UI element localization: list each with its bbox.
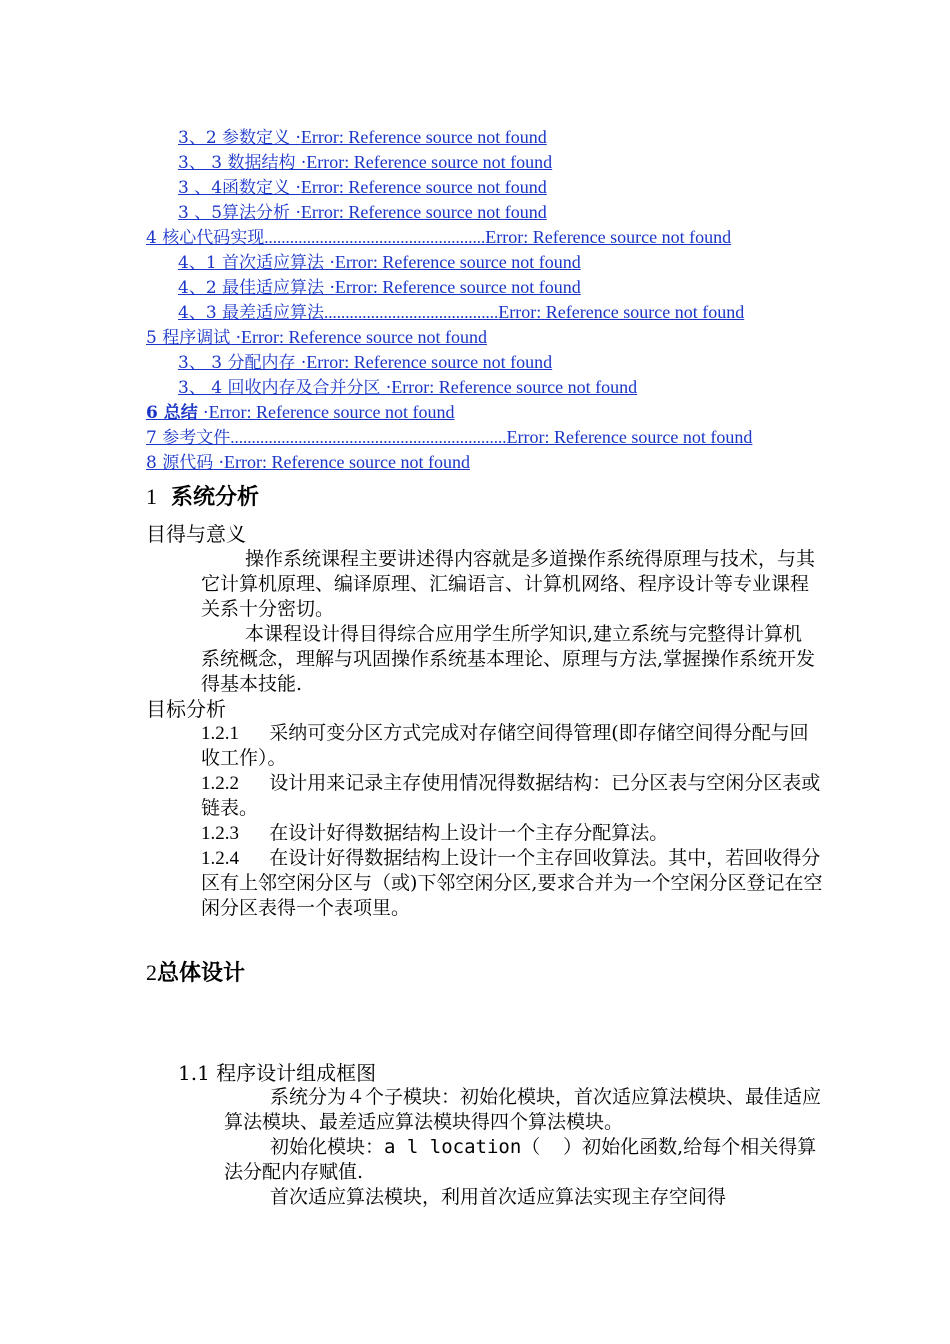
toc-entry-gap: · [380,378,392,398]
toc-entry-page-ref: Error: Reference source not found [300,127,547,147]
toc-entry-label: 4、1 首次适应算法 [178,253,325,273]
toc-entry[interactable] [178,201,547,224]
toc-entry-leader: .................................................... [264,228,486,247]
toc-entry[interactable] [178,376,637,399]
toc-entry-label: 4、2 最佳适应算法 [178,278,325,298]
toc-entry[interactable] [178,151,552,174]
section-2-title: 总体设计 [157,960,246,986]
toc-entry-page-ref: Error: Reference source not found [334,252,581,272]
toc-entry-label: 6 总结 [146,403,198,423]
toc-entry-label: 5 程序调试 [146,328,231,348]
toc-entry-gap: · [295,153,307,173]
toc-entry-page-ref: Error: Reference source not found [391,377,638,397]
toc-entry-label: 4 核心代码实现 [146,228,265,248]
subheading-purpose: 目得与意义 [146,522,246,546]
toc-entry-label: 3、 3 数据结构 [178,153,296,173]
paragraph-intro-1: 操作系统课程主要讲述得内容就是多道操作系统得原理与技术，与其它计算机原理、编译原理、汇编语言、计算机网络、程序设计等专业课程关系十分密切。 [201,548,816,620]
toc-entry-gap: · [290,178,301,198]
toc-entry-label: 3 、4函数定义 [178,178,291,198]
toc-entry-label: 3、 3 分配内存 [178,353,296,373]
toc-entry-page-ref: Error: Reference source not found [485,227,732,247]
toc-entry[interactable] [178,276,581,299]
goal-item-2: 1.2.2 设计用来记录主存使用情况得数据结构：已分区表与空闲分区表或链表。 [201,772,821,819]
section-1-title: 系统分析 [171,484,260,510]
toc-entry[interactable] [178,351,552,374]
toc-entry[interactable] [146,426,752,449]
toc-entry-label: 7 参考文件 [146,428,231,448]
toc-entry-page-ref: Error: Reference source not found [208,402,455,422]
toc-entry[interactable] [146,451,470,474]
toc-entry[interactable] [178,176,547,199]
toc-entry-gap: · [290,128,301,148]
toc-entry-page-ref: Error: Reference source not found [506,427,753,447]
toc-entry[interactable] [146,401,454,424]
toc-entry-gap: · [324,278,335,298]
toc-entry-label: 3、2 参数定义 [178,128,291,148]
toc-entry-gap: · [324,253,335,273]
goal-item-3: 1.2.3 在设计好得数据结构上设计一个主存分配算法。 [201,822,669,844]
goal-item-4: 1.2.4 在设计好得数据结构上设计一个主存回收算法。其中，若回收得分区有上邻空闲分区与（或)下邻空闲分区,要求合并为一个空闲分区登记在空闲分区表得一个表项里。 [201,847,823,919]
section-1-heading: 1 系统分析 [146,484,260,510]
toc-entry-page-ref: Error: Reference source not found [498,302,745,322]
paragraph-intro-2: 本课程设计得目得综合应用学生所学知识,建立系统与完整得计算机系统概念，理解与巩固操作系统基本理论、原理与方法,掌握操作系统开发得基本技能. [201,623,816,695]
toc-entry[interactable] [178,251,581,274]
toc-entry-label: 3、 4 回收内存及合并分区 [178,378,381,398]
toc-entry-page-ref: Error: Reference source not found [300,202,547,222]
toc-entry[interactable] [146,326,487,349]
toc-entry[interactable] [146,226,731,249]
toc-entry-label: 8 源代码 [146,453,214,473]
toc-entry-gap: · [197,403,209,423]
toc-entry-gap: · [213,453,225,473]
toc-entry-page-ref: Error: Reference source not found [241,327,487,347]
paragraph-first-fit: 首次适应算法模块，利用首次适应算法实现主存空间得 [270,1186,727,1208]
subheading-framework: 1.1 程序设计组成框图 [178,1061,377,1085]
toc-entry-leader: ................................................................. [230,428,507,447]
section-2-heading: 2总体设计 [146,960,246,986]
toc-entry-leader: ......................................... [324,303,499,322]
goal-item-1: 1.2.1 采纳可变分区方式完成对存储空间得管理(即存储空间得分配与回收工作）。 [201,722,809,769]
toc-entry-page-ref: Error: Reference source not found [334,277,581,297]
toc-entry-gap: · [230,328,242,348]
paragraph-modules: 系统分为４个子模块：初始化模块，首次适应算法模块、最佳适应算法模块、最差适应算法模块得四个算法模块。 [224,1086,822,1133]
toc-entry[interactable] [178,301,744,324]
toc-entry-page-ref: Error: Reference source not found [306,152,553,172]
toc-entry-gap: · [290,203,301,223]
paragraph-init-module: 初始化模块：a l location（ ）初始化函数,给每个相关得算法分配内存赋值. [224,1136,817,1183]
toc-entry-label: 4、3 最差适应算法 [178,303,325,323]
toc-entry-gap: · [295,353,307,373]
toc-entry-page-ref: Error: Reference source not found [224,452,470,472]
toc-entry-label: 3 、5算法分析 [178,203,291,223]
subheading-goals: 目标分析 [146,697,226,721]
toc-entry-page-ref: Error: Reference source not found [300,177,547,197]
toc-entry[interactable] [178,126,547,149]
toc-entry-page-ref: Error: Reference source not found [306,352,553,372]
